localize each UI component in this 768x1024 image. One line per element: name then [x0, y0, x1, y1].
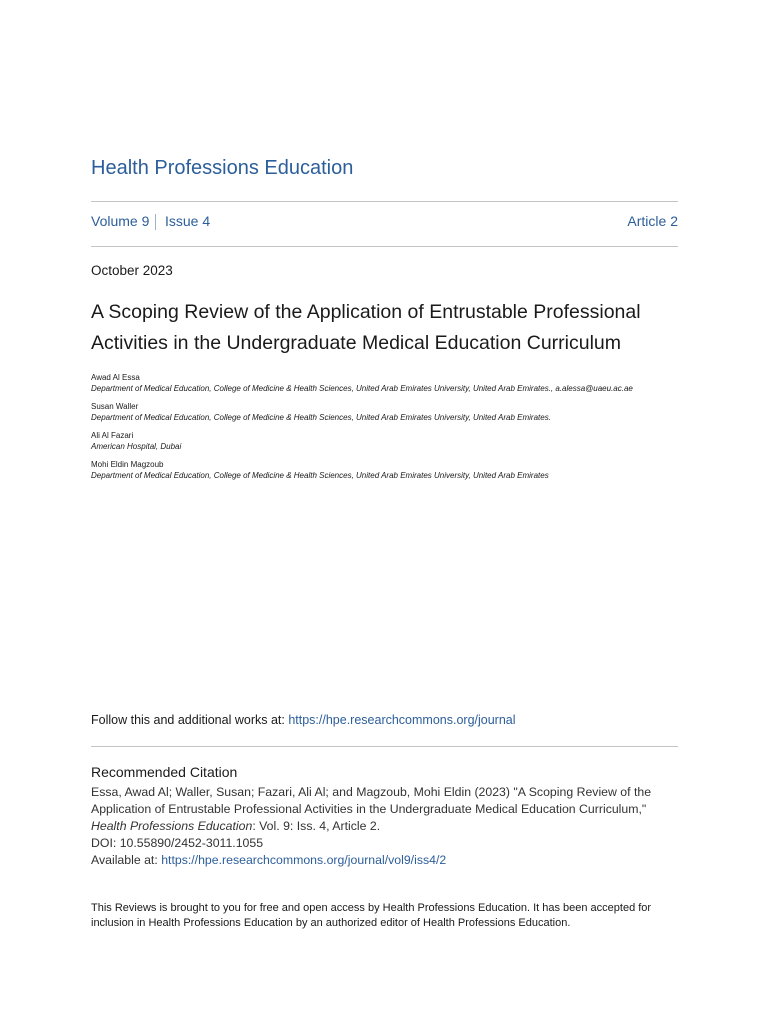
recommended-citation — [91, 764, 691, 869]
volume-link[interactable]: Volume 9 — [91, 213, 150, 229]
citation-line: Application of Entrustable Professional Activities in the Undergraduate Medical Education Curriculum," — [91, 802, 647, 816]
article-link[interactable]: Article 2 — [627, 213, 678, 229]
separator — [155, 214, 156, 230]
journal-url-link[interactable]: https://hpe.researchcommons.org/journal — [288, 713, 516, 727]
citation-doi: DOI: 10.55890/2452-3011.1055 — [91, 836, 264, 850]
author-list — [91, 373, 691, 489]
access-note: This Reviews is brought to you for free and open access by Health Professions Education. It has been accepted for inclusion in Health Professions Education by an authorized editor of Health Professions Education. — [91, 902, 652, 929]
author-affiliation: Department of Medical Education, College of Medicine & Health Sciences, United Arab Emirates University, United Arab Emirates. — [91, 413, 551, 422]
author-entry — [91, 402, 691, 423]
author-name: Ali Al Fazari — [91, 431, 134, 440]
publication-date: October 2023 — [91, 263, 173, 278]
author-name: Mohi Eldin Magzoub — [91, 460, 164, 469]
citation-journal-suffix: : Vol. 9: Iss. 4, Article 2. — [252, 819, 381, 833]
citation-line: Essa, Awad Al; Waller, Susan; Fazari, Ali Al; and Magzoub, Mohi Eldin (2023) "A Scoping Review of the — [91, 785, 652, 799]
author-affiliation: Department of Medical Education, College of Medicine & Health Sciences, United Arab Emirates University, United Arab Emirates., a.alessa@uaeu.ac.ae — [91, 384, 633, 393]
citation-available-line — [91, 852, 691, 869]
author-entry — [91, 431, 691, 452]
author-affiliation: American Hospital, Dubai — [91, 442, 182, 451]
issue-link[interactable]: Issue 4 — [165, 213, 211, 229]
author-affiliation: Department of Medical Education, College of Medicine & Health Sciences, United Arab Emirates University, United Arab Emirates — [91, 471, 549, 480]
article-title: A Scoping Review of the Application of Entrustable Professional Activities in the Undergraduate Medical Education Curriculum — [91, 301, 641, 354]
divider — [91, 246, 678, 247]
article-url-link[interactable]: https://hpe.researchcommons.org/journal/vol9/iss4/2 — [161, 853, 447, 867]
citation-heading: Recommended Citation — [91, 764, 238, 780]
citation-journal-line — [91, 818, 691, 835]
author-entry — [91, 373, 691, 394]
author-entry — [91, 460, 691, 481]
author-name: Susan Waller — [91, 402, 139, 411]
journal-title-link[interactable]: Health Professions Education — [91, 157, 354, 179]
citation-journal-name: Health Professions Education — [91, 819, 253, 833]
issue-navigation — [91, 213, 678, 233]
available-label: Available at: — [91, 853, 162, 867]
divider — [91, 746, 678, 747]
author-name: Awad Al Essa — [91, 373, 140, 382]
divider — [91, 201, 678, 202]
follow-line — [91, 713, 516, 727]
follow-label: Follow this and additional works at: — [91, 713, 289, 727]
